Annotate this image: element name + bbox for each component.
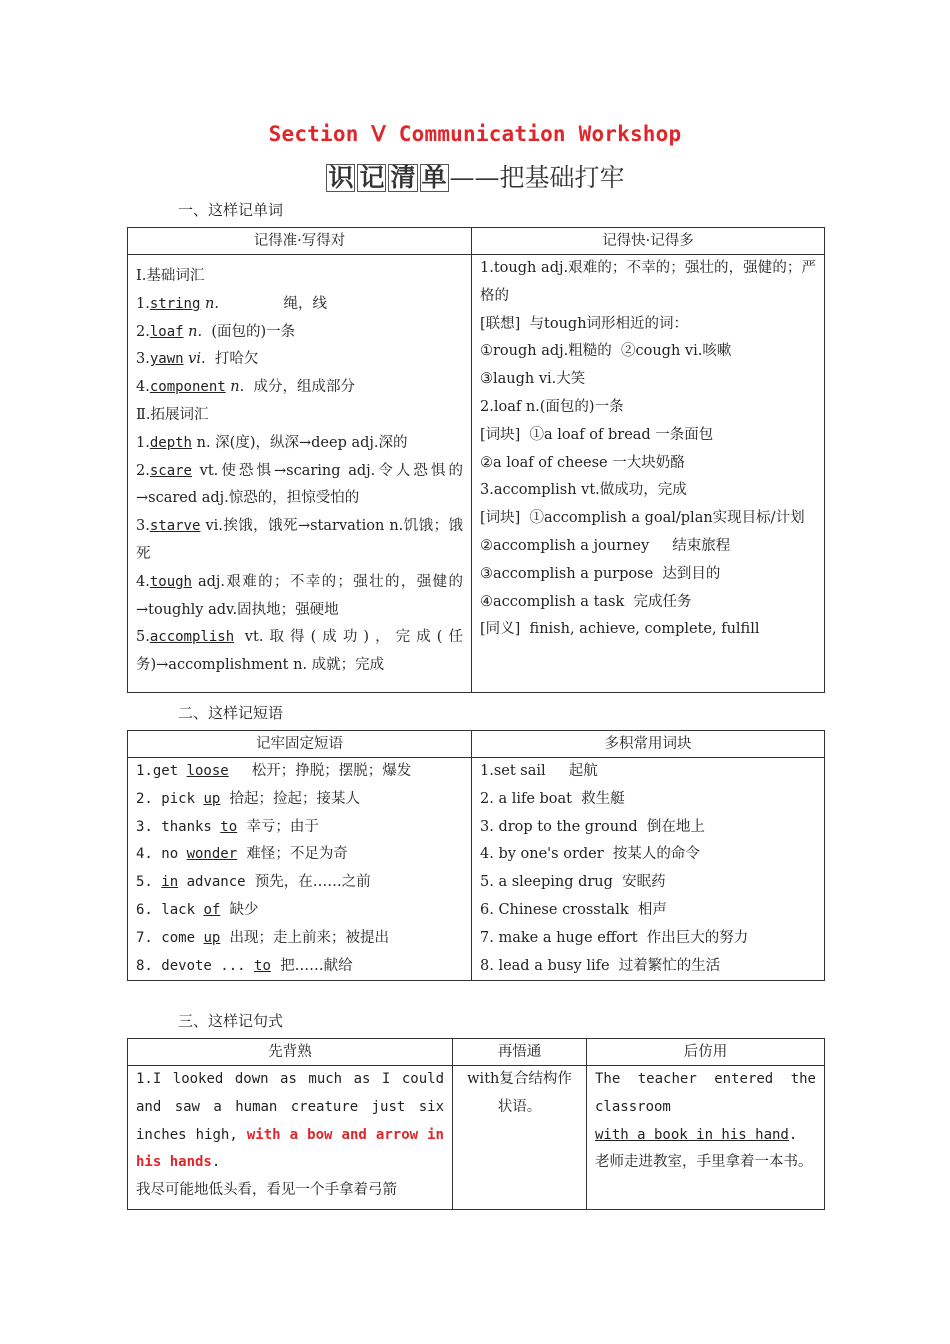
extended-word-item: 1.depth n. 深(度)，纵深→deep adj.深的 [136,434,408,451]
sentence-highlight: with a bow and arrow in his hands [136,1126,444,1171]
imitation-sentence-end: with a book in his hand. [595,1126,798,1143]
memory-tip-line: [同义] finish, achieve, complete, fulfill [480,621,760,638]
memory-tip-line: ②accomplish a journey 结束旅程 [480,537,731,554]
words-table [127,227,825,693]
memory-tip-line: [联想] 与tough词形相近的词： [480,315,689,332]
memory-tip-line: [词块] ①a loaf of bread 一条面包 [480,426,714,443]
basic-word-item: 1.string n. 绳，线 [136,295,328,312]
chunk-item: 6. Chinese crosstalk 相声 [480,901,667,918]
memory-tip-line: ④accomplish a task 完成任务 [480,593,692,610]
extended-word-item: 2.scare vt.使恐惧→scaring adj.令人恐惧的→scared adj.惊恐的，担惊受怕的 [136,462,463,507]
words-col-left-header: 记得准·写得对 [128,228,472,255]
memory-tip-line: 1.tough adj.艰难的；不幸的；强壮的，强健的；严格的 [480,260,816,304]
grammar-note: with复合结构作状语。 [467,1071,572,1115]
chunk-item: 2. a life boat 救生艇 [480,790,625,807]
phrase-item: 3. thanks to 幸亏；由于 [136,818,319,835]
extended-vocab-heading: Ⅱ.拓展词汇 [136,406,209,423]
sentences-table [127,1038,825,1210]
sentence-example-cell: 1.I looked down as much as I could and saw a human creature just six inches high, with a bow and arrow in his hands. 我尽可能地低头看，看见一个手拿着弓箭 [128,1066,453,1210]
basic-word-item: 3.yawn vi. 打哈欠 [136,351,259,368]
sentences-col2-header: 再悟通 [453,1039,587,1066]
phrase-item: 5. in advance 预先，在……之前 [136,874,371,891]
memory-tip-line: ③accomplish a purpose 达到目的 [480,565,721,582]
basic-word-item: 2.loaf n. (面包的)一条 [136,323,296,340]
phrase-item: 6. lack of 缺少 [136,901,259,918]
grammar-note-cell [453,1066,587,1210]
memory-tip-line: ②a loaf of cheese 一大块奶酪 [480,454,685,471]
section-heading-words: 一、这样记单词 [178,201,284,219]
phrase-item: 4. no wonder 难怪；不足为奇 [136,846,348,863]
words-col-right-header: 记得快·记得多 [472,228,825,255]
sentence-translation: 我尽可能地低头看，看见一个手拿着弓箭 [136,1182,397,1199]
section-heading-sentences: 三、这样记句式 [178,1012,284,1030]
phrases-left-cell [128,758,472,981]
chunk-item: 3. drop to the ground 倒在地上 [480,818,705,835]
page-title: Section Ⅴ Communication Workshop [268,122,682,146]
subtitle-char: 单 [421,163,447,192]
sentences-col3-header: 后仿用 [587,1039,825,1066]
subtitle-rest: ——把基础打牢 [449,163,625,192]
chunk-item: 4. by one's order 按某人的命令 [480,846,700,863]
subtitle-char: 清 [390,163,416,192]
memory-tip-line: 2.loaf n.(面包的)一条 [480,398,624,415]
subtitle-char: 识 [328,163,354,192]
phrases-right-cell [472,758,825,981]
basic-vocab-heading: Ⅰ.基础词汇 [136,268,205,284]
page-subtitle [0,158,950,194]
words-left-cell [128,255,472,693]
imitation-translation: 老师走进教室，手里拿着一本书。 [595,1154,813,1171]
imitation-cell [587,1066,825,1210]
extended-word-item: 4.tough adj.艰难的；不幸的；强壮的，强健的→toughly adv.固执地；强硬地 [136,573,463,618]
chunk-item: 7. make a huge effort 作出巨大的努力 [480,929,749,946]
extended-word-item: 3.starve vi.挨饿，饿死→starvation n.饥饿；饿死 [136,518,463,562]
words-right-cell [472,255,825,693]
memory-tip-line: ①rough adj.粗糙的 ②cough vi.咳嗽 [480,343,732,360]
phrases-col-right-header: 多积常用词块 [472,731,825,758]
memory-tip-line: [词块] ①accomplish a goal/plan实现目标/计划 [480,510,805,527]
phrase-item: 8. devote ... to 把……献给 [136,957,353,974]
sentence-example: 1.I looked down as much as I could and saw a human creature just six inches high, [136,1071,444,1143]
memory-tip-line: 3.accomplish vt.做成功，完成 [480,482,687,499]
memory-tip-line: ③laugh vi.大笑 [480,371,586,388]
phrase-item: 1.get loose 松开；挣脱；摆脱；爆发 [136,763,412,779]
phrases-table [127,730,825,981]
subtitle-char: 记 [359,163,385,192]
chunk-item: 1.set sail 起航 [480,763,598,779]
phrase-item: 7. come up 出现；走上前来；被提出 [136,929,390,946]
imitation-sentence: The teacher entered the classroom [595,1071,825,1115]
sentences-col1-header: 先背熟 [128,1039,453,1066]
extended-word-item: 5.accomplish vt.取得(成功)，完成(任务)→accomplishment n. 成就；完成 [136,629,463,674]
section-heading-phrases: 二、这样记短语 [178,704,284,722]
phrases-col-left-header: 记牢固定短语 [128,731,472,758]
chunk-item: 8. lead a busy life 过着繁忙的生活 [480,957,721,974]
phrase-item: 2. pick up 拾起；捡起；接某人 [136,790,361,807]
chunk-item: 5. a sleeping drug 安眠药 [480,874,666,891]
basic-word-item: 4.component n. 成分，组成部分 [136,379,355,396]
